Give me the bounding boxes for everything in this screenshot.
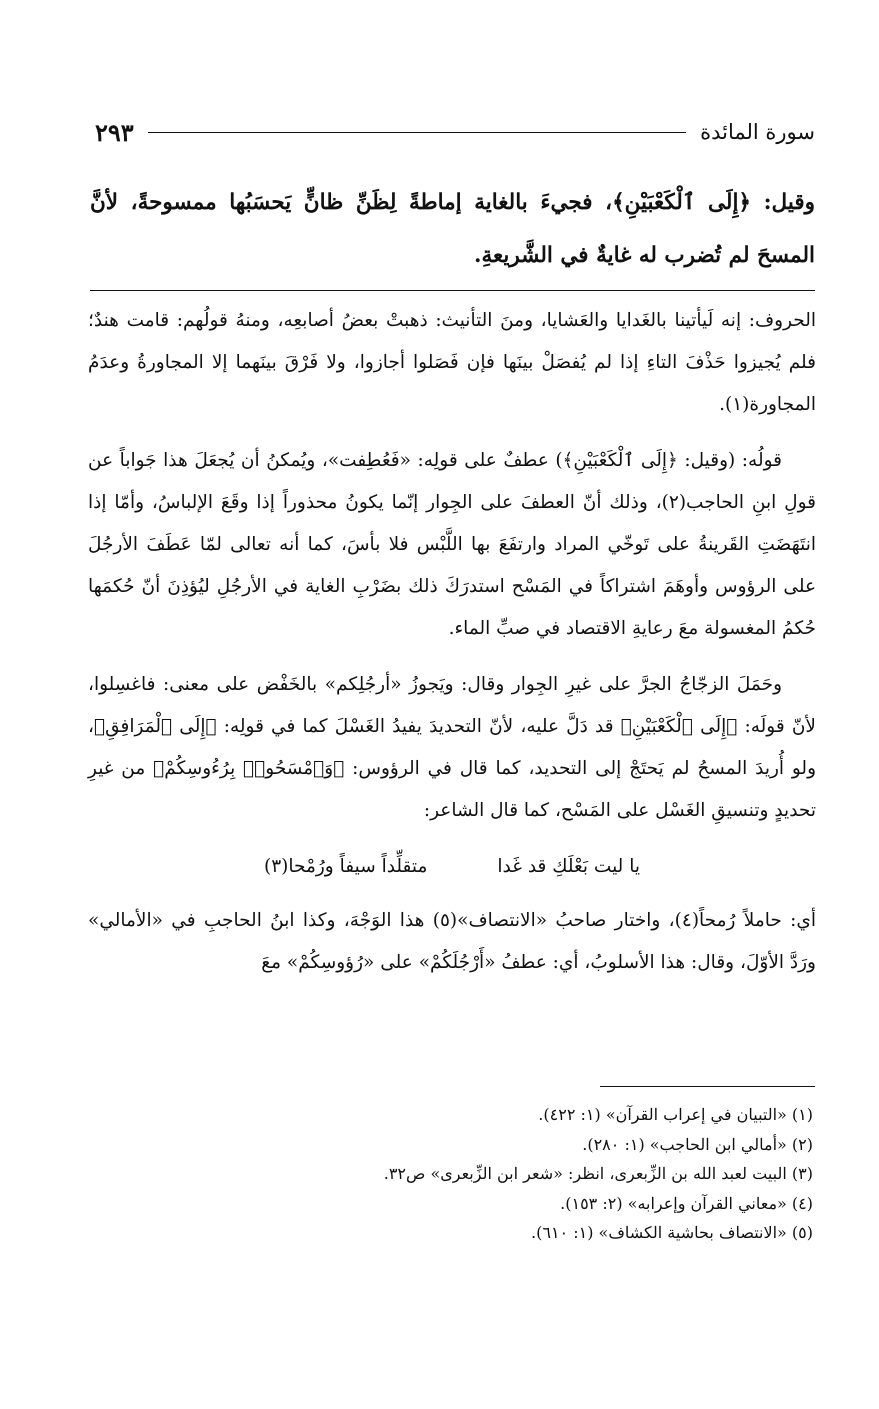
verse-first-hemistich: يا ليت بَعْلَكِ قد غَدا <box>497 856 640 877</box>
footnote-5: (٥) «الانتصاف بحاشية الكشاف» (١: ٦١٠). <box>531 1223 813 1242</box>
footnote-1: (١) «التبيان في إعراب القرآن» (١: ٤٢٢). <box>538 1105 813 1124</box>
footnote-2: (٢) «أمالي ابن الحاجب» (١: ٢٨٠). <box>582 1134 813 1154</box>
page-header <box>95 112 815 152</box>
footnote-4: (٤) «معاني القرآن وإعرابه» (٢: ١٥٣). <box>560 1193 813 1213</box>
header-rule <box>148 132 686 133</box>
paragraph-4: أي: حاملاً رُمحاً(٤)، واختار صاحبُ «الانتصاف»(٥) هذا الوَجْهَ، وكذا ابنُ الحاجبِ في «الأمالي» ورَدَّ الأوّلَ، وقال: هذا الأسلوبُ، أي: عطفُ «أَرْجُلَكُمْ» على «رُؤوسِكُمْ» معَ <box>88 910 817 973</box>
footnote-separator <box>600 1086 815 1087</box>
paragraph-3: وحَمَلَ الزجّاجُ الجرَّ على غيرِ الجِوار وقال: ويَجوزُ «أرجُلِكم» بالخَفْض على معنى: فاغسِلوا، لأنّ قولَه: ﴿إِلَى ٱلْكَعْبَيْنِ﴾ قد دَلَّ عليه، لأنّ التحديدَ يفيدُ الغَسْلَ كما في قولِه: ﴿إِلَى ٱلْمَرَافِقِ﴾، ولو أُريدَ المسحُ لم يَحتَجْ إلى التحديد، كما قال في الرؤوس: ﴿وَٱمْسَحُوا۟ بِرُءُوسِكُمْ﴾ من غيرِ تحديدٍ وتنسيقِ الغَسْل على المَسْح، كما قال الشاعر: <box>88 674 816 821</box>
paragraph-2: قولُه: (وقيل: ﴿إِلَى ٱلْكَعْبَيْنِ﴾) عطفٌ على قولِه: «فَعُطِفت»، ويُمكنُ أن يُجعَلَ هذا جَواباً عن قولِ ابنِ الحاجب(٢)، وذلك أنّ العطفَ على الجِوار إنّما يكونُ محذوراً إذا وقَعَ الإلباسُ، وأمّا إذا انتَهَضَتِ القَرينةُ على تَوخّي المراد وارتفَعَ بها اللَّبْس فلا بأسَ، كما أنه تعالى لمّا عَطَفَ الأرجُلَ على الرؤوس وأوهَمَ اشتراكاً في المَسْح استدرَكَ ذلك بضَرْبِ الغاية في الأرجُلِ ليُؤذِنَ أنّ حُكمَها حُكمُ المغسولة معَ رعايةِ الاقتصاد في صبِّ الماء. <box>88 450 816 639</box>
base-text-separator <box>90 290 815 291</box>
commentary-body <box>88 300 816 998</box>
page-number: ٢٩٣ <box>95 117 134 147</box>
footnote-3: (٣) البيت لعبد الله بن الزِّبعرى، انظر: «شعر ابن الزِّبعرى» ص٣٢. <box>383 1164 813 1183</box>
commentary-base-text: وقيل: ﴿إِلَى ٱلْكَعْبَيْنِ﴾، فجيءَ بالغاية إماطةً لِظَنِّ ظانٍّ يَحسَبُها ممسوحةً، لأنَّ المسحَ لم تُضرب له غايةٌ في الشَّريعةِ. <box>90 190 815 268</box>
running-head-surah: سورة المائدة <box>700 120 815 144</box>
verse-second-hemistich: متقلِّداً سيفاً ورُمْحا(٣) <box>264 856 428 877</box>
footnotes <box>88 1100 813 1248</box>
paragraph-1: الحروف: إنه لَيأتينا بالغَدايا والعَشايا، ومنَ التأنيث: ذهبتْ بعضُ أصابعِه، ومنهُ قولُهم: قامت هندٌ؛ فلم يُجيزوا حَذْفَ التاءِ إذا لم يُفصَلْ بينَها فإن فَصَلوا أجازوا، ولا فَرْقَ بينَهما إلا المجاورةُ وعدَمُ المجاورة(١). <box>88 310 816 415</box>
poetry-verse <box>88 846 816 888</box>
